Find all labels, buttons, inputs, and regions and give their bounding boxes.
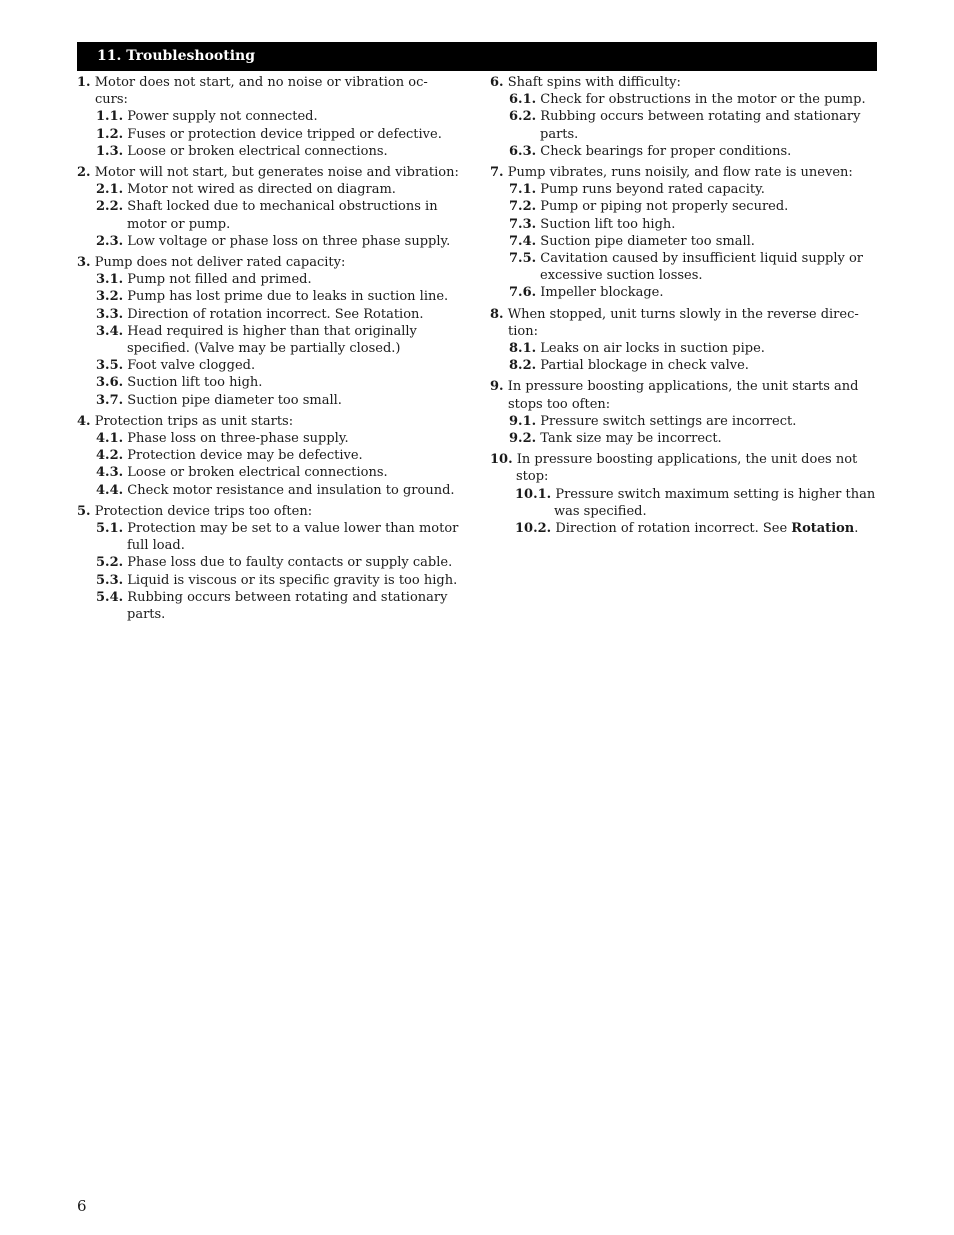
cause-text: Pressure switch settings are incorrect. (540, 413, 797, 429)
cause-line (77, 447, 467, 464)
cause-text: Tank size may be incorrect. (540, 431, 722, 447)
trouble-heading (77, 74, 467, 91)
trouble-heading-cont (77, 91, 467, 108)
cause-number: 3.1. (96, 272, 124, 288)
trouble-number: 10. (490, 452, 513, 468)
trouble-heading-text: Shaft spins with difficulty: (507, 75, 681, 90)
cause-line (77, 482, 467, 499)
cause-line (77, 520, 467, 537)
cause-number: 3.6. (96, 375, 124, 391)
cause-text: Pump or piping not properly secured. (540, 199, 789, 215)
cause-line (77, 271, 467, 288)
trouble-heading (77, 503, 467, 520)
cause-text: parts. (127, 607, 166, 623)
trouble-heading (490, 451, 880, 468)
cause-text: Direction of rotation incorrect. See Rotation. (127, 306, 424, 322)
trouble-item (490, 451, 880, 537)
trouble-heading-text: Pump does not deliver rated capacity: (94, 255, 346, 271)
cause-text: Direction of rotation incorrect. See (555, 521, 792, 537)
cause-text: Loose or broken electrical connections. (127, 143, 388, 159)
cause-number: 10.1. (515, 486, 552, 502)
trouble-number: 7. (490, 165, 504, 181)
cause-text: full load. (127, 538, 185, 554)
cause-line (77, 589, 467, 606)
cause-text: Check for obstructions in the motor or the pump. (540, 92, 866, 108)
cause-line (77, 143, 467, 160)
trouble-heading-text: In pressure boosting applications, the unit starts and (507, 379, 859, 395)
cause-number: 2.1. (96, 182, 124, 198)
cause-line (77, 323, 467, 340)
trouble-number: 9. (490, 379, 504, 395)
left-column (77, 74, 467, 627)
trouble-heading (490, 164, 880, 181)
cause-number: 5.2. (96, 555, 124, 571)
cause-line (490, 284, 880, 301)
cause-text: Suction lift too high. (127, 375, 263, 391)
cause-text: was specified. (554, 503, 647, 519)
cause-text: parts. (540, 126, 579, 142)
cause-number: 7.3. (509, 216, 537, 232)
trouble-number: 2. (77, 165, 91, 181)
cause-number: 6.1. (509, 92, 537, 108)
trouble-item (490, 306, 880, 375)
cause-text: Impeller blockage. (540, 285, 664, 301)
cause-line (490, 216, 880, 233)
trouble-number: 1. (77, 75, 91, 90)
cause-line (490, 181, 880, 198)
trouble-item (490, 378, 880, 447)
cause-line-cont (77, 537, 467, 554)
trouble-number: 4. (77, 413, 91, 429)
cause-line (77, 181, 467, 198)
cause-text: Phase loss due to faulty contacts or supply cable. (127, 555, 453, 571)
cause-line (77, 392, 467, 409)
cause-line-cont (490, 126, 880, 143)
cause-number: 5.3. (96, 572, 124, 588)
cause-number: 1.1. (96, 109, 124, 125)
cause-number: 5.4. (96, 589, 124, 605)
trouble-number: 8. (490, 306, 504, 322)
trouble-heading-text: stops too often: (508, 396, 611, 412)
cause-number: 1.3. (96, 143, 124, 159)
cause-text: Power supply not connected. (127, 109, 318, 125)
cause-number: 5.1. (96, 521, 124, 537)
trouble-heading-cont (490, 323, 880, 340)
cause-number: 3.3. (96, 306, 124, 322)
cause-number: 8.2. (509, 358, 537, 374)
cause-text: Rubbing occurs between rotating and stationary (127, 589, 448, 605)
cause-text-end: . (854, 521, 859, 537)
cause-line (77, 288, 467, 305)
cause-text: specified. (Valve may be partially closed.) (127, 341, 401, 357)
cause-number: 4.4. (96, 482, 124, 498)
right-column (490, 74, 880, 541)
trouble-heading-text: tion: (508, 323, 538, 339)
trouble-heading-text: In pressure boosting applications, the unit does not (516, 452, 858, 468)
trouble-item (490, 164, 880, 302)
cause-reference: Rotation (791, 521, 855, 537)
cause-number: 9.1. (509, 413, 537, 429)
trouble-item (77, 254, 467, 409)
cause-line (490, 430, 880, 447)
cause-line (490, 233, 880, 250)
cause-text: Cavitation caused by insufficient liquid supply or (540, 251, 864, 267)
cause-line (490, 413, 880, 430)
cause-text: Phase loss on three-phase supply. (127, 431, 349, 447)
cause-text: Liquid is viscous or its specific gravity is too high. (127, 572, 458, 588)
trouble-number: 3. (77, 255, 91, 271)
cause-line (77, 374, 467, 391)
page-number: 6 (77, 1197, 87, 1215)
trouble-heading-text: Protection trips as unit starts: (94, 413, 294, 429)
cause-text: Suction pipe diameter too small. (127, 392, 342, 408)
trouble-heading (490, 306, 880, 323)
cause-line (490, 91, 880, 108)
cause-number: 6.3. (509, 143, 537, 159)
cause-text: Suction lift too high. (540, 216, 676, 232)
trouble-item (77, 503, 467, 623)
cause-number: 4.2. (96, 448, 124, 464)
cause-text: Low voltage or phase loss on three phase supply. (127, 233, 451, 249)
trouble-number: 6. (490, 75, 504, 90)
cause-text: Pump has lost prime due to leaks in suction line. (127, 289, 449, 305)
cause-line-cont (77, 606, 467, 623)
cause-line (77, 198, 467, 215)
cause-line (77, 554, 467, 571)
cause-line-cont (77, 340, 467, 357)
trouble-heading-cont (490, 396, 880, 413)
cause-text: Rubbing occurs between rotating and stationary (540, 109, 861, 125)
cause-text: Loose or broken electrical connections. (127, 465, 388, 481)
cause-text: Check bearings for proper conditions. (540, 143, 792, 159)
section-title: 11. Troubleshooting (97, 48, 256, 64)
cause-number: 7.1. (509, 182, 537, 198)
cause-line (77, 126, 467, 143)
cause-line (490, 520, 880, 537)
cause-text: Head required is higher than that originally (127, 323, 417, 339)
cause-line (77, 233, 467, 250)
cause-text: Partial blockage in check valve. (540, 358, 749, 374)
cause-text: motor or pump. (127, 216, 231, 232)
cause-line (490, 357, 880, 374)
cause-line-cont (77, 216, 467, 233)
cause-text: Suction pipe diameter too small. (540, 233, 755, 249)
cause-line (490, 143, 880, 160)
cause-number: 2.3. (96, 233, 124, 249)
cause-line (490, 198, 880, 215)
cause-text: Shaft locked due to mechanical obstructions in (127, 199, 438, 215)
trouble-item (77, 164, 467, 250)
cause-text: Leaks on air locks in suction pipe. (540, 341, 765, 357)
cause-text: Pump runs beyond rated capacity. (540, 182, 765, 198)
cause-number: 7.4. (509, 233, 537, 249)
cause-text: Protection device may be defective. (127, 448, 363, 464)
section-header-bar (77, 42, 877, 71)
cause-line (77, 108, 467, 125)
trouble-heading-text: When stopped, unit turns slowly in the reverse direc- (507, 306, 859, 322)
cause-number: 1.2. (96, 126, 124, 142)
cause-number: 3.7. (96, 392, 124, 408)
trouble-number: 5. (77, 503, 91, 519)
cause-text: Motor not wired as directed on diagram. (127, 182, 396, 198)
cause-line (490, 486, 880, 503)
cause-number: 7.2. (509, 199, 537, 215)
cause-text: Pressure switch maximum setting is higher than (555, 486, 876, 502)
trouble-heading (490, 74, 880, 91)
trouble-heading-text: curs: (95, 92, 128, 108)
cause-line-cont (490, 267, 880, 284)
cause-number: 3.5. (96, 358, 124, 374)
cause-text: Fuses or protection device tripped or defective. (127, 126, 442, 142)
cause-number: 2.2. (96, 199, 124, 215)
cause-line-cont (490, 503, 880, 520)
cause-text: excessive suction losses. (540, 268, 703, 284)
trouble-heading-text: stop: (516, 469, 549, 485)
cause-number: 10.2. (515, 521, 552, 537)
cause-number: 6.2. (509, 109, 537, 125)
cause-text: Foot valve clogged. (127, 358, 256, 374)
trouble-heading-text: Protection device trips too often: (94, 503, 313, 519)
cause-line (77, 430, 467, 447)
trouble-heading-text: Pump vibrates, runs noisily, and flow rate is uneven: (507, 165, 853, 181)
cause-number: 3.4. (96, 323, 124, 339)
cause-line (77, 572, 467, 589)
cause-line (77, 306, 467, 323)
cause-number: 3.2. (96, 289, 124, 305)
trouble-heading-text: Motor will not start, but generates noise and vibration: (94, 165, 459, 181)
cause-text: Pump not filled and primed. (127, 272, 312, 288)
trouble-item (77, 413, 467, 499)
cause-line (490, 340, 880, 357)
trouble-heading-text: Motor does not start, and no noise or vibration oc- (94, 75, 428, 90)
cause-line (490, 250, 880, 267)
trouble-heading (490, 378, 880, 395)
cause-text: Protection may be set to a value lower than motor (127, 521, 459, 537)
cause-line (490, 108, 880, 125)
trouble-item (77, 74, 467, 160)
cause-line (77, 464, 467, 481)
cause-text: Check motor resistance and insulation to ground. (127, 482, 455, 498)
cause-number: 7.6. (509, 285, 537, 301)
cause-number: 8.1. (509, 341, 537, 357)
cause-line (77, 357, 467, 374)
cause-number: 7.5. (509, 251, 537, 267)
cause-number: 9.2. (509, 431, 537, 447)
trouble-item (490, 74, 880, 160)
cause-number: 4.1. (96, 431, 124, 447)
cause-number: 4.3. (96, 465, 124, 481)
trouble-heading-cont (490, 468, 880, 485)
trouble-heading (77, 413, 467, 430)
trouble-heading (77, 164, 467, 181)
trouble-heading (77, 254, 467, 271)
